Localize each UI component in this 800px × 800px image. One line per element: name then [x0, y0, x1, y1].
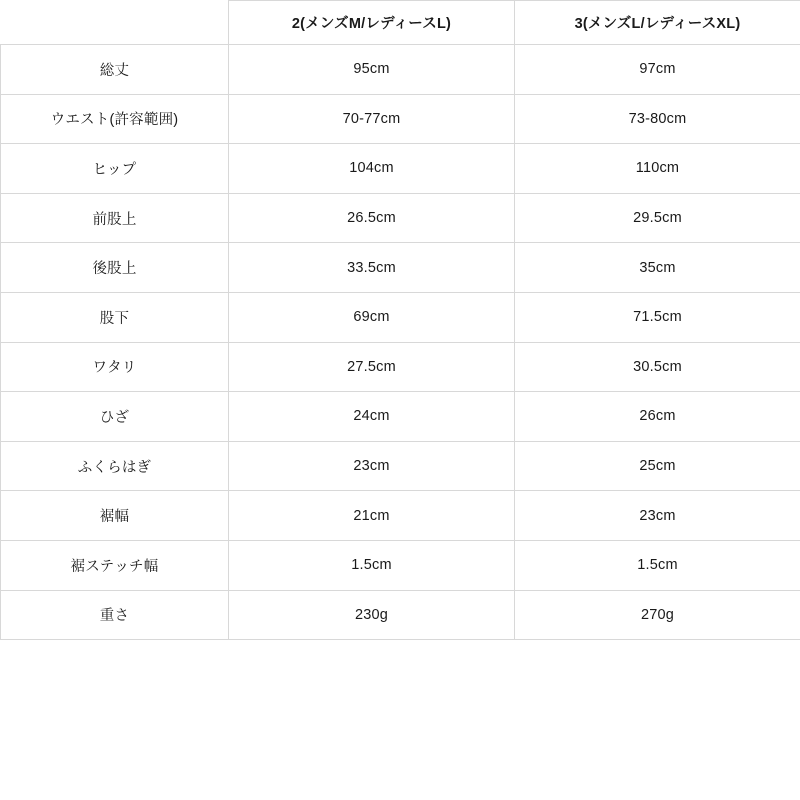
row-label: ヒップ: [1, 144, 229, 194]
table-row: [1, 441, 800, 491]
cell-value: 33.5cm: [229, 243, 515, 293]
cell-value: 29.5cm: [515, 193, 800, 243]
row-label: 股下: [1, 292, 229, 342]
table-row: [1, 45, 800, 95]
row-label: 後股上: [1, 243, 229, 293]
row-label: ワタリ: [1, 342, 229, 392]
cell-value: 73-80cm: [515, 94, 800, 144]
row-label: 裾幅: [1, 491, 229, 541]
cell-value: 26cm: [515, 392, 800, 442]
cell-value: 71.5cm: [515, 292, 800, 342]
table-row: [1, 540, 800, 590]
cell-value: 35cm: [515, 243, 800, 293]
table-row: [1, 243, 800, 293]
table-row: [1, 491, 800, 541]
cell-value: 27.5cm: [229, 342, 515, 392]
table-header-row: [1, 1, 800, 45]
column-header-size-3: 3(メンズL/レディースXL): [515, 1, 800, 45]
row-label: ひざ: [1, 392, 229, 442]
cell-value: 30.5cm: [515, 342, 800, 392]
cell-value: 25cm: [515, 441, 800, 491]
cell-value: 69cm: [229, 292, 515, 342]
table-row: [1, 144, 800, 194]
cell-value: 270g: [515, 590, 800, 640]
cell-value: 21cm: [229, 491, 515, 541]
cell-value: 70-77cm: [229, 94, 515, 144]
table-row: [1, 590, 800, 640]
cell-value: 230g: [229, 590, 515, 640]
cell-value: 23cm: [229, 441, 515, 491]
table-row: [1, 292, 800, 342]
cell-value: 97cm: [515, 45, 800, 95]
cell-value: 1.5cm: [515, 540, 800, 590]
cell-value: 1.5cm: [229, 540, 515, 590]
row-label: ウエスト(許容範囲): [1, 94, 229, 144]
table-corner-cell: [1, 1, 229, 45]
cell-value: 23cm: [515, 491, 800, 541]
table-row: [1, 193, 800, 243]
row-label: 前股上: [1, 193, 229, 243]
table-header: [1, 1, 800, 45]
column-header-size-2: 2(メンズM/レディースL): [229, 1, 515, 45]
row-label: ふくらはぎ: [1, 441, 229, 491]
cell-value: 95cm: [229, 45, 515, 95]
table-row: [1, 392, 800, 442]
row-label: 重さ: [1, 590, 229, 640]
cell-value: 104cm: [229, 144, 515, 194]
row-label: 総丈: [1, 45, 229, 95]
cell-value: 110cm: [515, 144, 800, 194]
cell-value: 26.5cm: [229, 193, 515, 243]
cell-value: 24cm: [229, 392, 515, 442]
row-label: 裾ステッチ幅: [1, 540, 229, 590]
table-row: [1, 342, 800, 392]
table-row: [1, 94, 800, 144]
table-body: [1, 45, 800, 640]
